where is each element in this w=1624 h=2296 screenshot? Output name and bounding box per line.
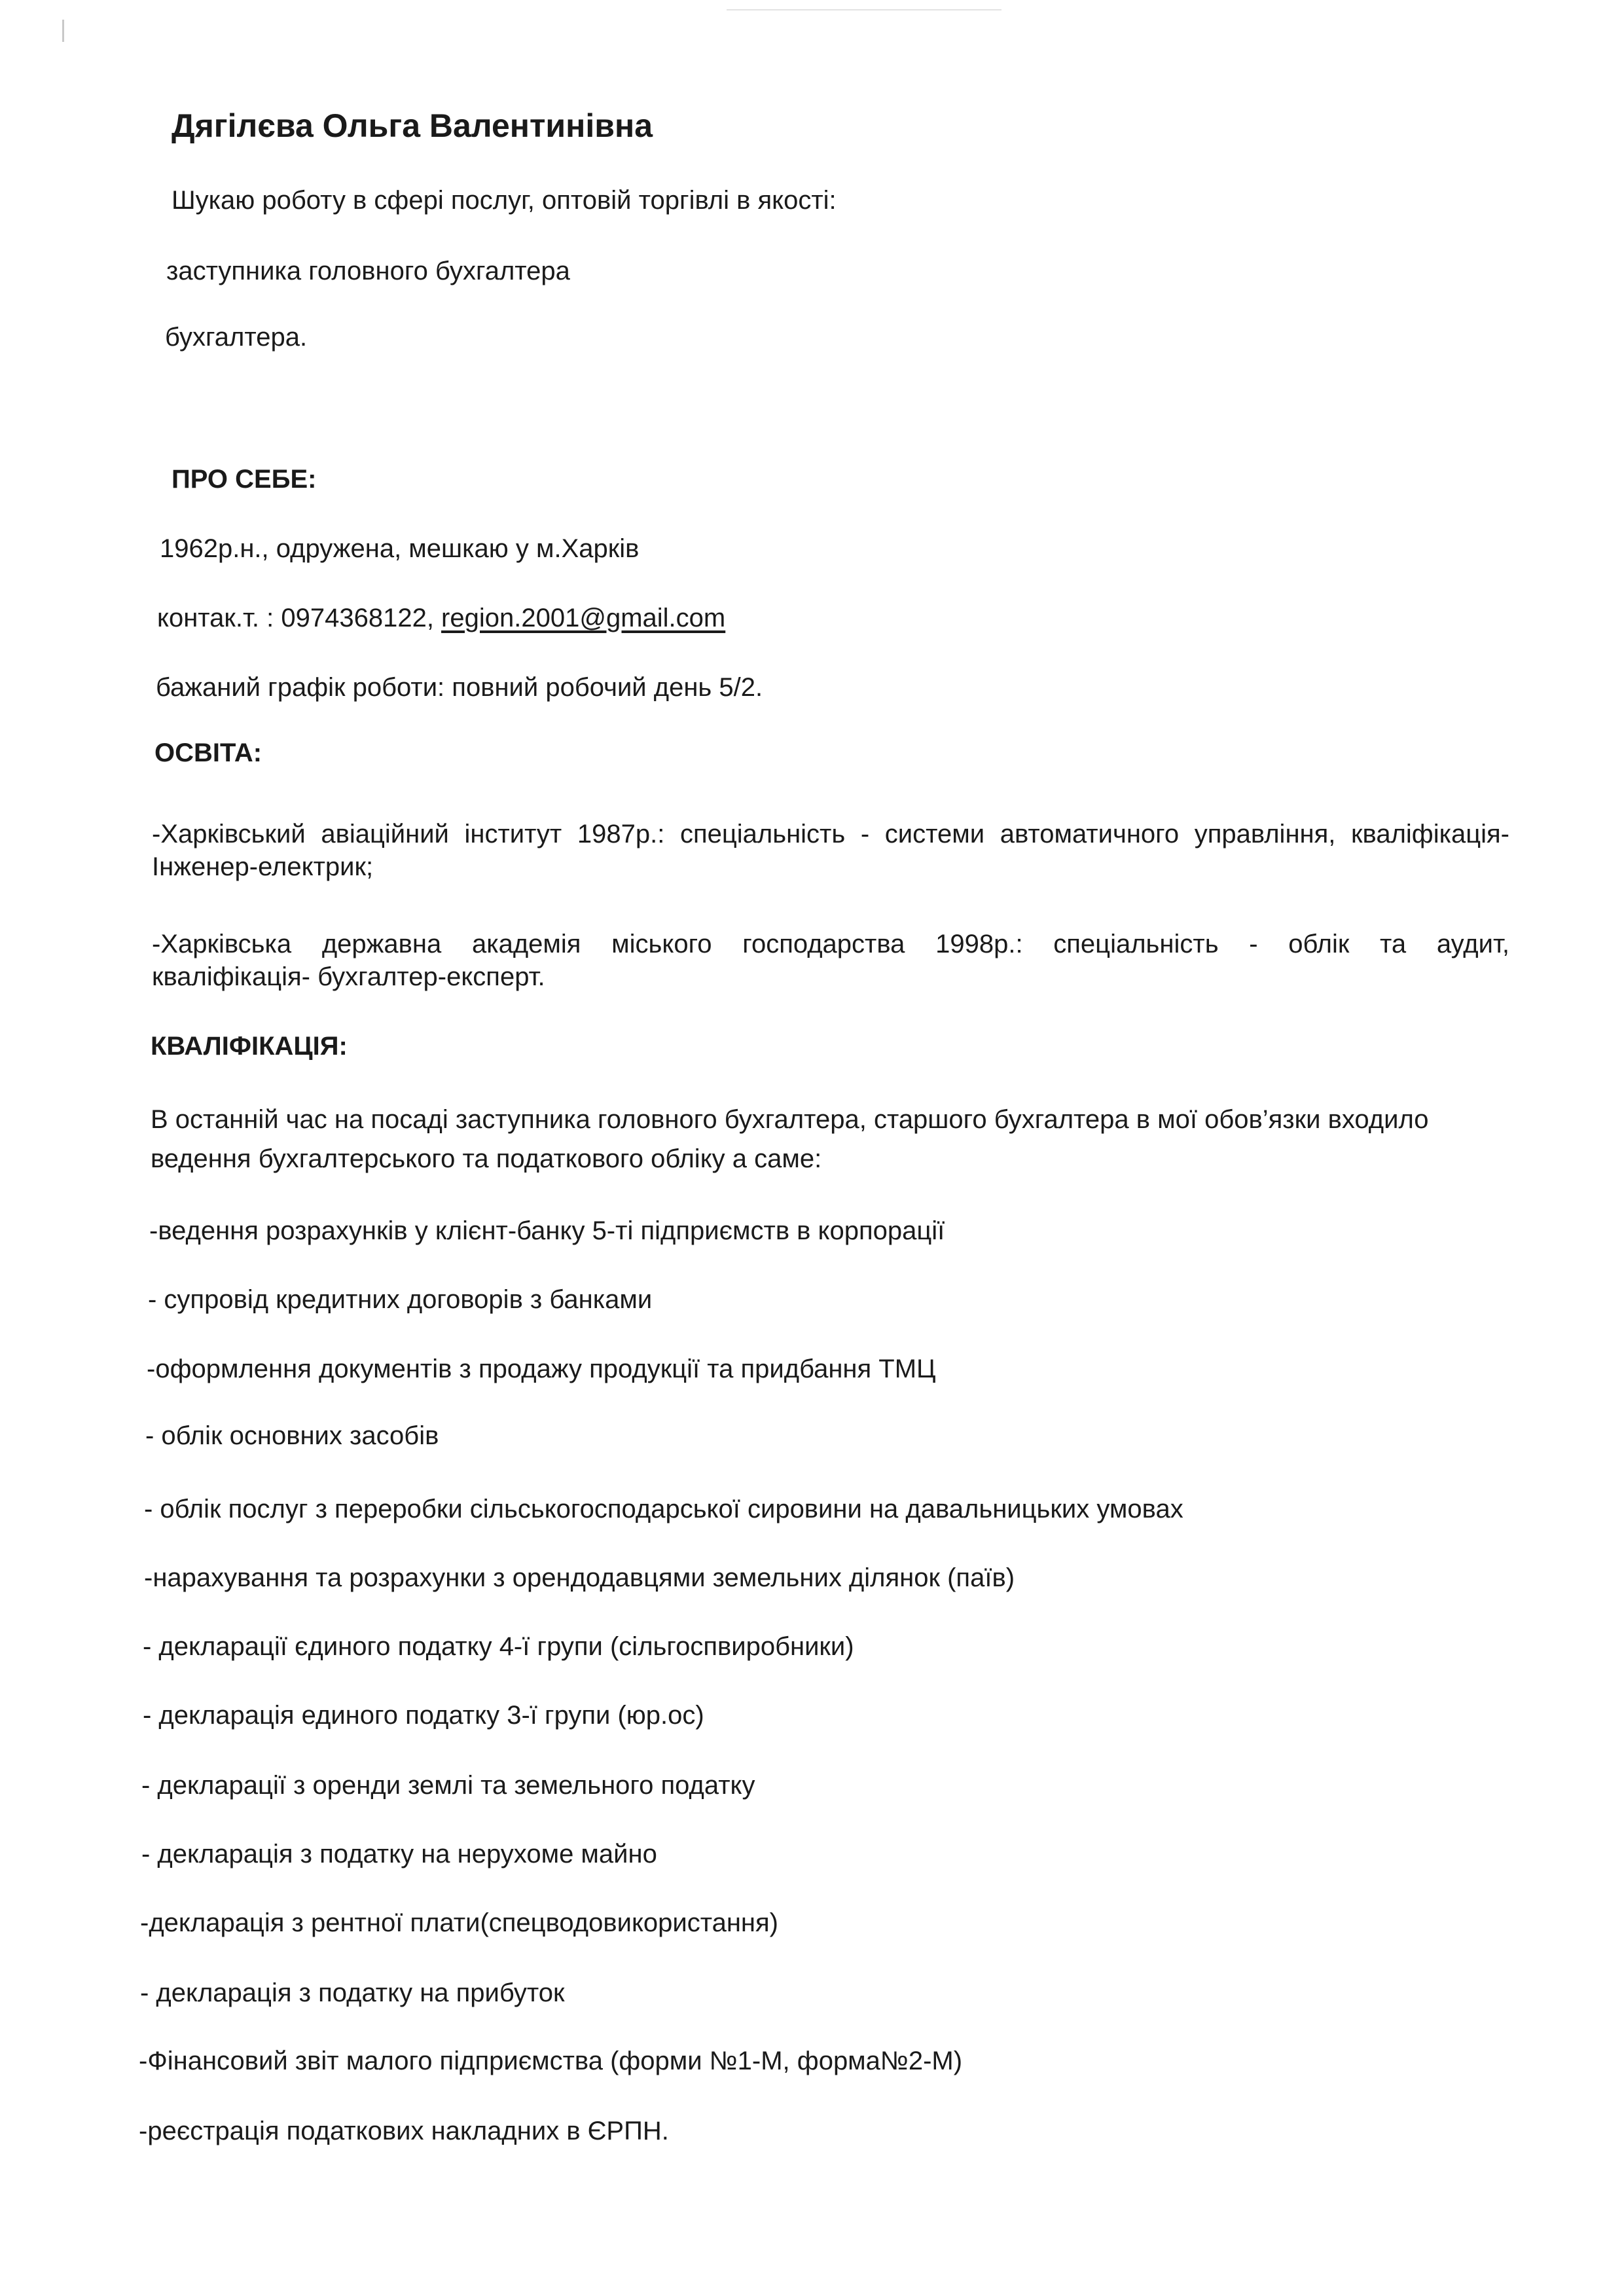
duty-item: - декларація единого податку 3-ї групи (юр.ос) [143, 1701, 704, 1730]
qualification-heading: КВАЛІФІКАЦІЯ: [151, 1032, 348, 1061]
duty-item: - облік основних засобів [145, 1421, 439, 1450]
desired-position-accountant: бухгалтера. [165, 323, 308, 352]
scan-artifact [62, 20, 64, 42]
education-item-2-line-2: кваліфікація- бухгалтер-експерт. [152, 962, 545, 991]
duty-item: -Фінансовий звіт малого підприємства (форми №1-М, форма№2-М) [139, 2047, 963, 2075]
duty-item: -нарахування та розрахунки з орендодавцями земельних ділянок (паїв) [144, 1563, 1015, 1592]
contact-email-link[interactable]: region.2001@gmail.com [441, 604, 726, 632]
duty-item: - супровід кредитних договорів з банками [148, 1285, 653, 1314]
work-schedule: бажаний графік роботи: повний робочий день 5/2. [156, 673, 763, 702]
personal-info: 1962р.н., одружена, мешкаю у м.Харків [160, 534, 640, 563]
desired-position-deputy-chief-accountant: заступника головного бухгалтера [166, 257, 570, 285]
about-heading: ПРО СЕБЕ: [171, 465, 317, 494]
candidate-name: Дягілєва Ольга Валентинівна [171, 107, 653, 144]
duty-item: -оформлення документів з продажу продукції та придбання ТМЦ [147, 1355, 936, 1383]
duty-item: -ведення розрахунків у клієнт-банку 5-ті підприємств в корпорації [149, 1216, 945, 1245]
duty-item: -декларація з рентної плати(спецводовикористання) [140, 1908, 778, 1937]
duty-item: - облік послуг з переробки сільськогосподарської сировини на давальницьких умовах [144, 1495, 1183, 1523]
qualification-intro-line-2: ведення бухгалтерського та податкового обліку а саме: [151, 1144, 822, 1173]
education-heading: ОСВІТА: [154, 738, 262, 767]
scan-artifact [727, 9, 1001, 10]
job-seeking-statement: Шукаю роботу в сфері послуг, оптовій торгівлі в якості: [171, 186, 837, 215]
contact-line [157, 605, 725, 631]
duty-item: - декларації єдиного податку 4-ї групи (сільгоспвиробники) [143, 1632, 854, 1661]
duty-item: - декларації з оренди землі та земельного податку [141, 1771, 755, 1800]
duty-item: - декларація з податку на прибуток [140, 1978, 565, 2007]
contact-phone: контак.т. : 0974368122, [157, 604, 442, 632]
qualification-intro-line-1: В останній час на посаді заступника головного бухгалтера, старшого бухгалтера в мої обов’язки входило [151, 1105, 1429, 1134]
duty-item: -реєстрація податкових накладних в ЄРПН. [139, 2117, 669, 2145]
duty-item: - декларація з податку на нерухоме майно [141, 1840, 657, 1868]
education-item-2-line-1: -Харківська державна академія міського господарства 1998р.: спеціальність - облік та аудит, [152, 930, 1509, 958]
education-item-1-line-2: Інженер-електрик; [152, 852, 374, 881]
education-item-1-line-1: -Харківський авіаційний інститут 1987р.: спеціальність - системи автоматичного управління, кваліфікація- [152, 820, 1509, 848]
